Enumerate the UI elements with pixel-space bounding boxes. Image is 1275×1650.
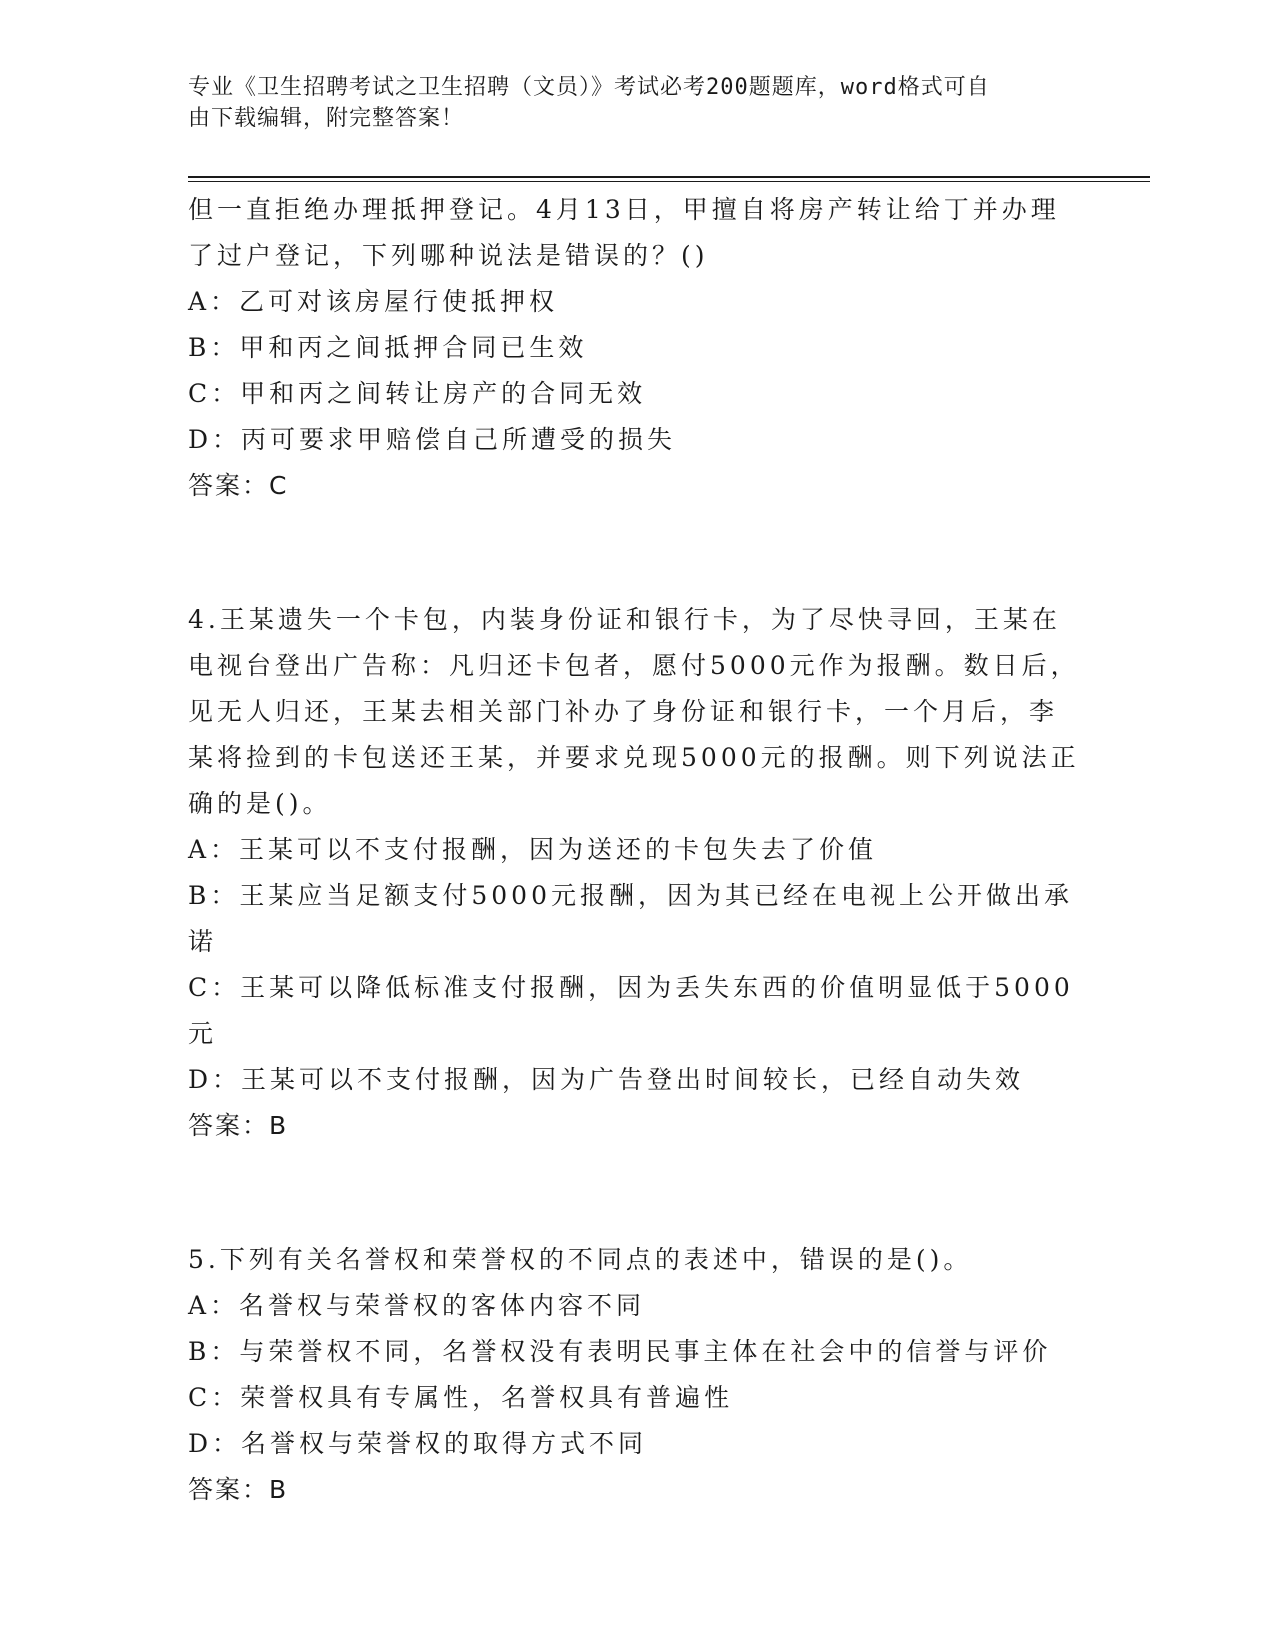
- question-5-block: [188, 1237, 1068, 1513]
- question-4-option-c-line-2: 元: [188, 1019, 218, 1048]
- question-4-stem-line-2: 电视台登出广告称：凡归还卡包者，愿付5000元作为报酬。数日后，: [188, 651, 1080, 680]
- question-4-block: [188, 597, 1080, 1149]
- question-5-option-d: D：名誉权与荣誉权的取得方式不同: [188, 1429, 648, 1458]
- header-line-2: 由下载编辑，附完整答案！: [188, 106, 465, 131]
- question-3-option-c: C：甲和丙之间转让房产的合同无效: [188, 379, 647, 408]
- question-4-stem-line-5: 确的是()。: [188, 789, 332, 818]
- question-4-answer: 答案：B: [188, 1111, 289, 1140]
- question-3-stem-line-1: 但一直拒绝办理抵押登记。4月13日，甲擅自将房产转让给丁并办理: [188, 195, 1060, 224]
- question-4-option-b-line-2: 诺: [188, 927, 218, 956]
- question-3-option-a: A：乙可对该房屋行使抵押权: [188, 287, 559, 316]
- header-divider-thin: [188, 181, 1150, 182]
- question-spacer: [188, 509, 1068, 597]
- question-5-option-c: C：荣誉权具有专属性，名誉权具有普遍性: [188, 1383, 734, 1412]
- question-3-option-d: D：丙可要求甲赔偿自己所遭受的损失: [188, 425, 677, 454]
- question-content: [188, 187, 1080, 1513]
- question-4-stem-line-1: 4.王某遗失一个卡包，内装身份证和银行卡，为了尽快寻回，王某在: [188, 605, 1061, 634]
- question-4-option-b-line-1: B：王某应当足额支付5000元报酬，因为其已经在电视上公开做出承: [188, 881, 1073, 910]
- header-divider-thick: [188, 176, 1150, 178]
- question-3-stem-line-2: 了过户登记，下列哪种说法是错误的？(): [188, 241, 709, 270]
- question-3-block: [188, 187, 1068, 509]
- document-header: [188, 72, 1068, 134]
- question-4-option-a: A：王某可以不支付报酬，因为送还的卡包失去了价值: [188, 835, 878, 864]
- question-5-option-b: B：与荣誉权不同，名誉权没有表明民事主体在社会中的信誉与评价: [188, 1337, 1052, 1366]
- question-spacer: [188, 1149, 1068, 1237]
- question-4-stem-line-4: 某将捡到的卡包送还王某，并要求兑现5000元的报酬。则下列说法正: [188, 743, 1080, 772]
- question-4-option-c-line-1: C：王某可以降低标准支付报酬，因为丢失东西的价值明显低于5000: [188, 973, 1074, 1002]
- question-4-stem-line-3: 见无人归还，王某去相关部门补办了身份证和银行卡，一个月后，李: [188, 697, 1059, 726]
- question-5-stem-line-1: 5.下列有关名誉权和荣誉权的不同点的表述中，错误的是()。: [188, 1245, 973, 1274]
- question-5-option-a: A：名誉权与荣誉权的客体内容不同: [188, 1291, 646, 1320]
- question-3-answer: 答案：C: [188, 471, 289, 500]
- question-5-answer: 答案：B: [188, 1475, 289, 1504]
- question-4-option-d: D：王某可以不支付报酬，因为广告登出时间较长，已经自动失效: [188, 1065, 1025, 1094]
- header-line-1: 专业《卫生招聘考试之卫生招聘（文员）》考试必考200题题库，word格式可自: [188, 75, 990, 100]
- question-3-option-b: B：甲和丙之间抵押合同已生效: [188, 333, 588, 362]
